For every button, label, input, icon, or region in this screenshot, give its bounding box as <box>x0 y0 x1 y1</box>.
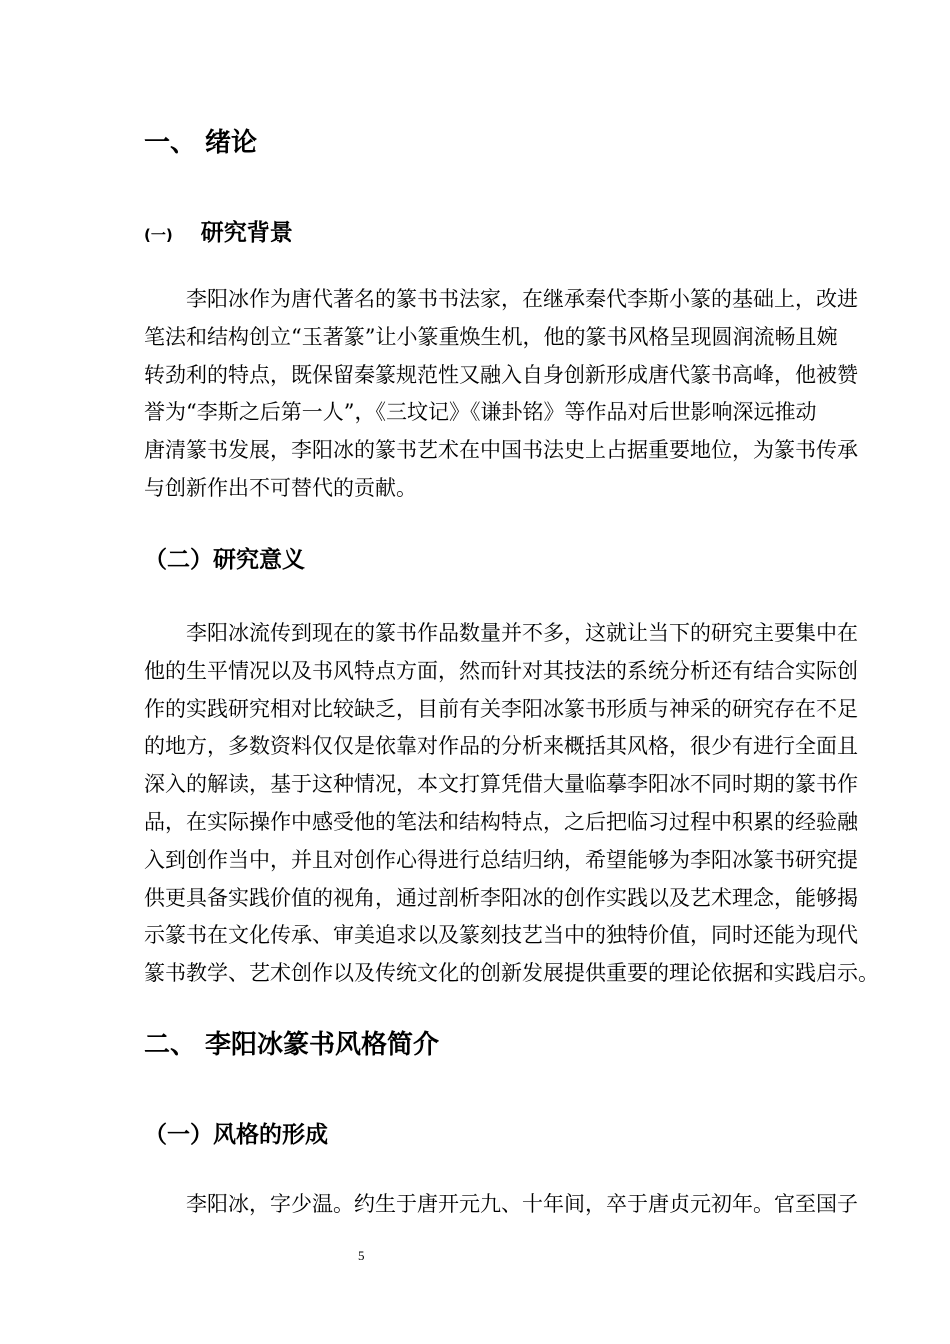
text-line: 李阳冰，字少温。约生于唐开元九、十年间，卒于唐贞元初年。官至国子 <box>186 1192 858 1216</box>
text-line: 品，在实际操作中感受他的笔法和结构特点，之后把临习过程中积累的经验融 <box>144 809 858 834</box>
text-line: 誉为“李斯之后第一人”，《三坟记》《谦卦铭》等作品对后世影响深远推动 <box>144 400 817 425</box>
text-line: 作的实践研究相对比较缺乏，目前有关李阳冰篆书形质与神采的研究存在不足 <box>144 696 858 721</box>
text-line: 供更具备实践价值的视角，通过剖析李阳冰的创作实践以及艺术理念，能够揭 <box>144 885 858 910</box>
text-line: 李阳冰流传到现在的篆书作品数量并不多，这就让当下的研究主要集中在 <box>186 621 858 645</box>
paragraph-style-formation <box>144 1186 858 1224</box>
text-line: 唐清篆书发展，李阳冰的篆书艺术在中国书法史上占据重要地位，为篆书传承 <box>144 438 858 463</box>
text-line: 入到创作当中，并且对创作心得进行总结归纳，希望能够为李阳冰篆书研究提 <box>144 847 858 872</box>
heading-introduction: 一、 绪论 <box>144 128 258 158</box>
heading-research-significance: （二）研究意义 <box>144 547 305 573</box>
heading-style-intro: 二、 李阳冰篆书风格简介 <box>144 1030 440 1060</box>
text-line: 与创新作出不可替代的贡献。 <box>144 475 417 500</box>
text-line: 笔法和结构创立“玉著篆”让小篆重焕生机，他的篆书风格呈现圆润流畅且婉 <box>144 324 838 349</box>
paragraph-significance <box>144 615 879 993</box>
text-line: 的地方，多数资料仅仅是依靠对作品的分析来概括其风格，很少有进行全面且 <box>144 734 858 759</box>
paragraph-background <box>144 281 858 508</box>
text-line: 他的生平情况以及书风特点方面，然而针对其技法的系统分析还有结合实际创 <box>144 658 858 683</box>
text-line: 篆书教学、艺术创作以及传统文化的创新发展提供重要的理论依据和实践启示。 <box>144 961 879 986</box>
heading-number: (一) <box>144 226 173 244</box>
text-line: 示篆书在文化传承、审美追求以及篆刻技艺当中的独特价值，同时还能为现代 <box>144 923 858 948</box>
heading-research-background <box>144 215 806 251</box>
text-line: 李阳冰作为唐代著名的篆书书法家，在继承秦代李斯小篆的基础上，改进 <box>186 287 858 311</box>
heading-text: 研究背景 <box>200 220 293 246</box>
page-number: 5 <box>358 1248 365 1263</box>
heading-style-formation: （一）风格的形成 <box>144 1122 328 1148</box>
text-line: 深入的解读，基于这种情况，本文打算凭借大量临摹李阳冰不同时期的篆书作 <box>144 772 858 797</box>
text-line: 转劲利的特点，既保留秦篆规范性又融入自身创新形成唐代篆书高峰，他被赞 <box>144 362 858 387</box>
